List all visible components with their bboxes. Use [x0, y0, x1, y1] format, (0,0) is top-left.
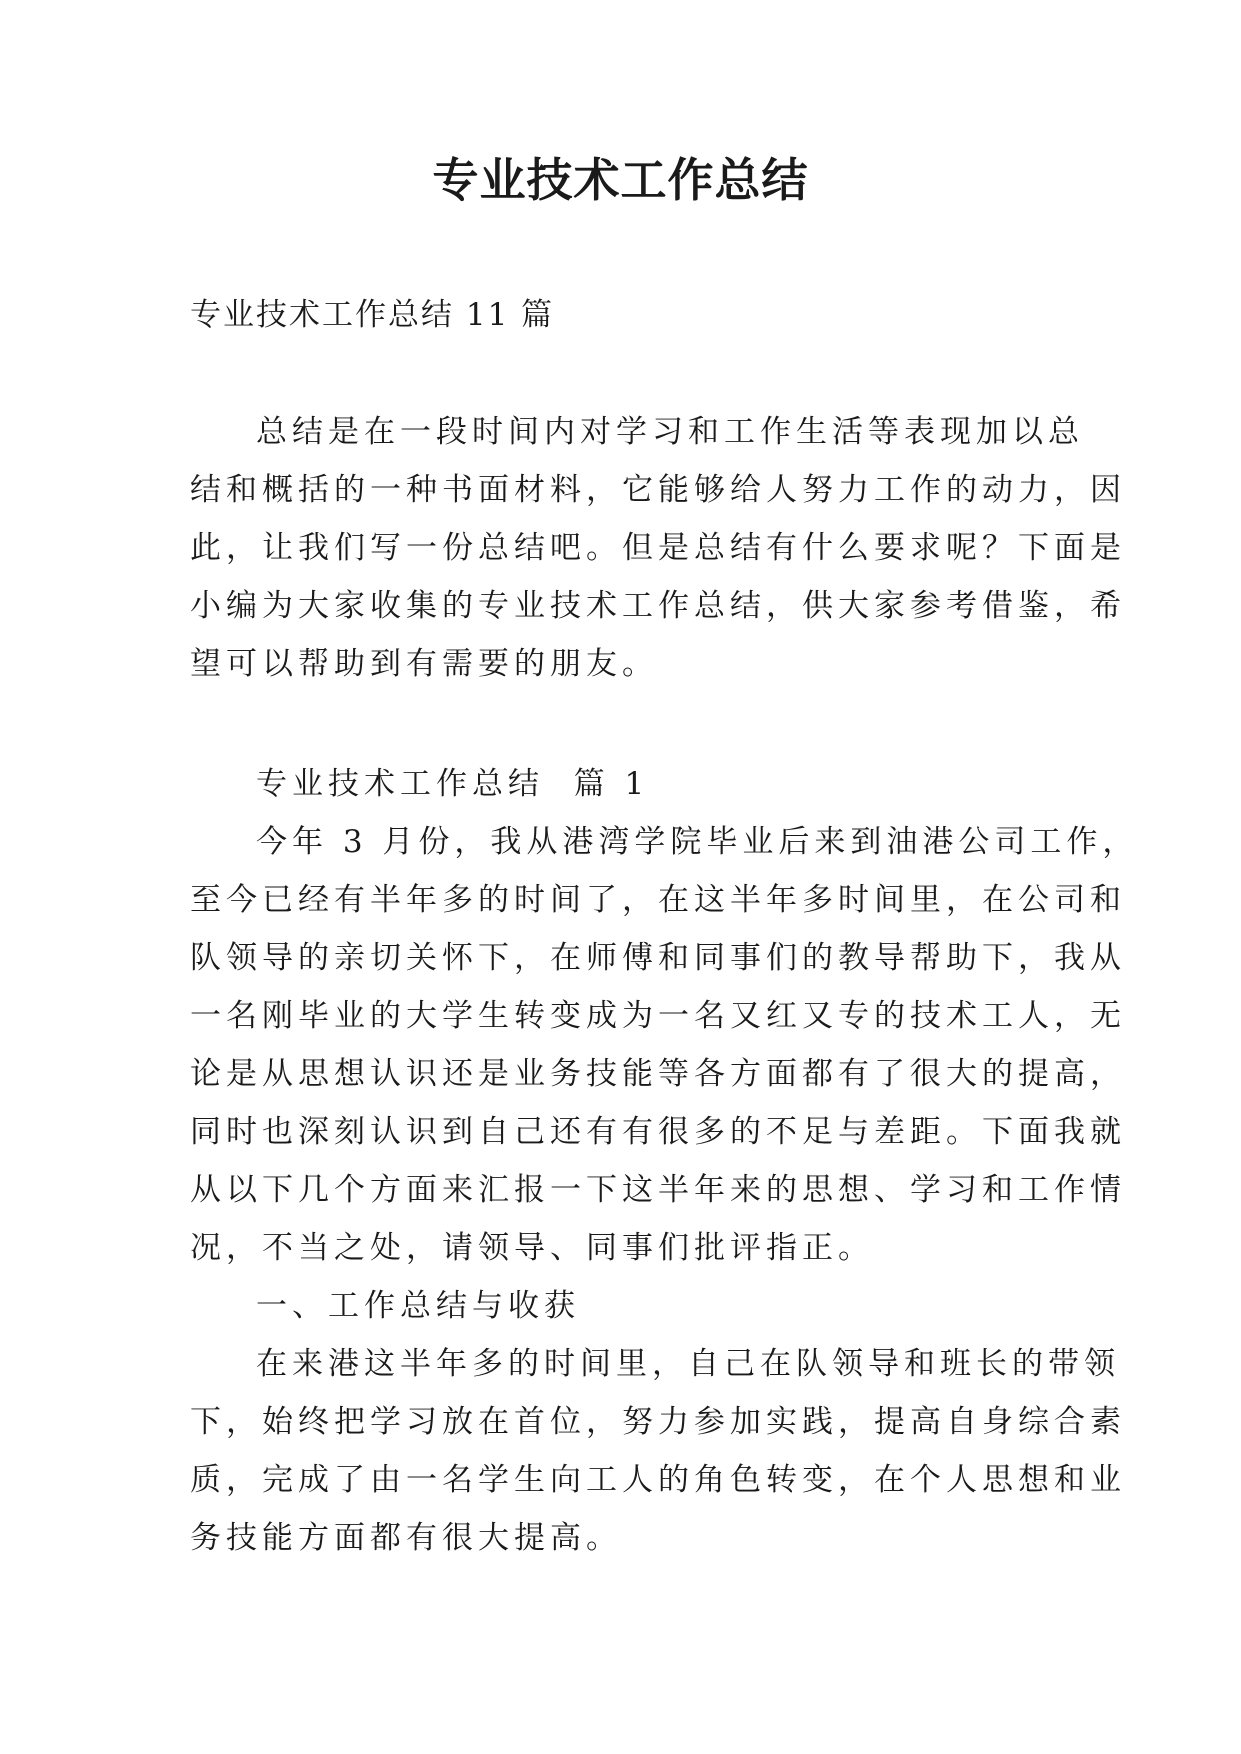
- document-subtitle: 专业技术工作总结 11 篇: [190, 297, 555, 333]
- text-line: 结和概括的一种书面材料，它能够给人努力工作的动力，因: [190, 472, 1126, 508]
- document-title: 专业技术工作总结: [432, 153, 809, 207]
- text-line: 在来港这半年多的时间里，自己在队领导和班长的带领: [256, 1346, 1120, 1382]
- text-line: 小编为大家收集的专业技术工作总结，供大家参考借鉴，希: [190, 588, 1126, 624]
- text-line: 下，始终把学习放在首位，努力参加实践，提高自身综合素: [190, 1404, 1126, 1440]
- text-line: 务技能方面都有很大提高。: [190, 1520, 622, 1556]
- text-line: 望可以帮助到有需要的朋友。: [190, 646, 658, 682]
- text-line: 论是从思想认识还是业务技能等各方面都有了很大的提高，: [190, 1056, 1126, 1092]
- text-line: 此，让我们写一份总结吧。但是总结有什么要求呢？下面是: [190, 530, 1126, 566]
- section-heading: 专业技术工作总结 篇 1: [256, 766, 650, 802]
- section-1: [190, 755, 1139, 1567]
- text-line: 同时也深刻认识到自己还有有很多的不足与差距。下面我就: [190, 1114, 1126, 1150]
- text-line: 至今已经有半年多的时间了，在这半年多时间里，在公司和: [190, 882, 1126, 918]
- text-line: 从以下几个方面来汇报一下这半年来的思想、学习和工作情: [190, 1172, 1126, 1208]
- section-subheading: 一、工作总结与收获: [256, 1288, 580, 1324]
- text-line: 质，完成了由一名学生向工人的角色转变，在个人思想和业: [190, 1462, 1126, 1498]
- text-line: 队领导的亲切关怀下，在师傅和同事们的教导帮助下，我从: [190, 940, 1126, 976]
- intro-paragraph: [190, 403, 1126, 693]
- text-line: 总结是在一段时间内对学习和工作生活等表现加以总: [256, 414, 1084, 450]
- text-line: 一名刚毕业的大学生转变成为一名又红又专的技术工人，无: [190, 998, 1126, 1034]
- text-line: 况，不当之处，请领导、同事们批评指正。: [190, 1230, 874, 1266]
- text-line: 今年 3 月份，我从港湾学院毕业后来到油港公司工作，: [256, 824, 1139, 860]
